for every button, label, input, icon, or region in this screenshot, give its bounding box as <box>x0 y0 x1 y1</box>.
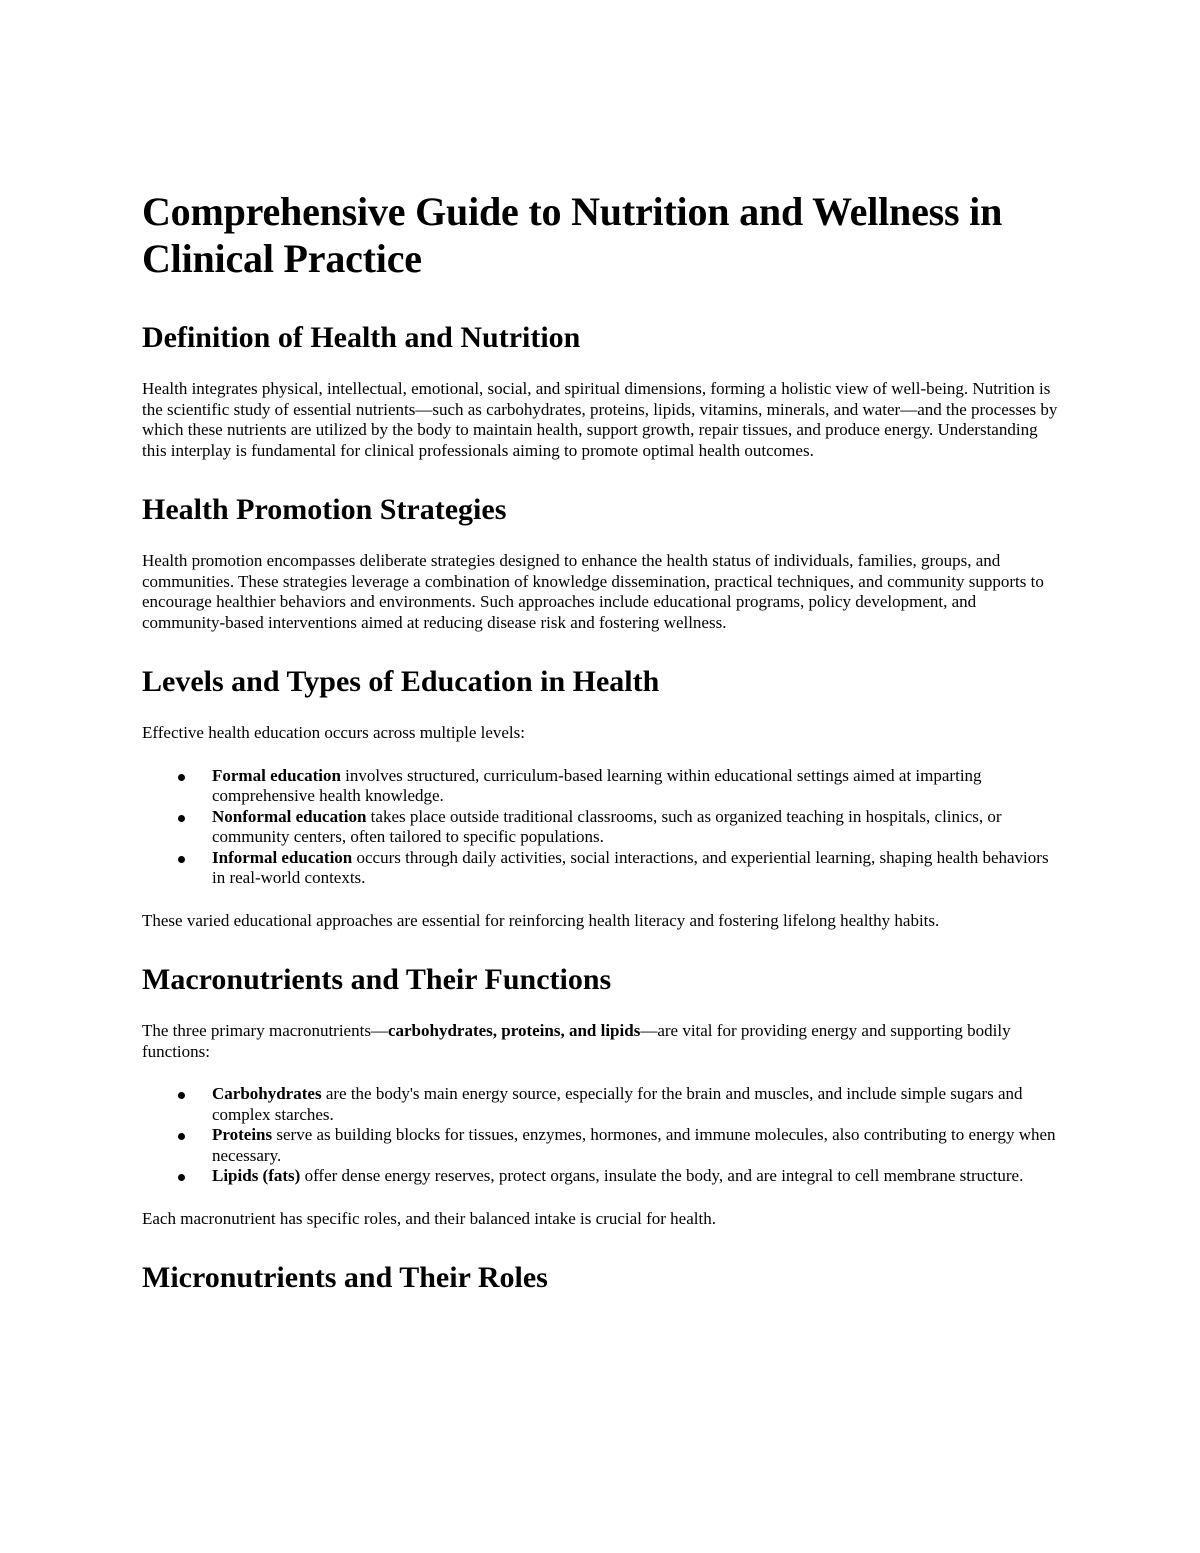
section-closing-education-levels: These varied educational approaches are essential for reinforcing health literacy and fostering lifelong healthy habits. <box>142 910 940 930</box>
list-item-term: Carbohydrates <box>212 1084 322 1103</box>
list-item-term: Proteins <box>212 1125 273 1144</box>
list-item <box>212 848 1062 889</box>
bullet-icon <box>178 1133 185 1140</box>
list-item <box>212 1166 1062 1187</box>
bullet-icon <box>178 856 185 863</box>
section-heading-education-levels: Levels and Types of Education in Health <box>142 665 660 698</box>
intro-text-after: —are vital for providing energy and supporting bodily functions: <box>142 1021 1011 1061</box>
list-item-term: Lipids (fats) <box>212 1166 301 1185</box>
list-item-text: occurs through daily activities, social interactions, and experiential learning, shaping health behaviors in real-world contexts. <box>212 847 1049 887</box>
list-item-text: takes place outside traditional classrooms, such as organized teaching in hospitals, clinics, or community centers, often tailored to specific populations. <box>212 806 1002 846</box>
intro-text-before: The three primary macronutrients— <box>142 1021 388 1040</box>
section-paragraph-definition: Health integrates physical, intellectual, emotional, social, and spiritual dimensions, forming a holistic view of well-being. Nutrition is the scientific study of essential nutrients—such as carbohydrates, proteins, lipids, vitamins, minerals, and water—and the processes by which these nutrients are utilized by the body to maintain health, support growth, repair tissues, and produce energy. Understanding this interplay is fundamental for clinical professionals aiming to promote optimal health outcomes. <box>142 379 1058 460</box>
macronutrients-list <box>142 1084 1062 1187</box>
section-closing-macronutrients: Each macronutrient has specific roles, and their balanced intake is crucial for health. <box>142 1208 716 1228</box>
list-item-term: Informal education <box>212 847 353 867</box>
section-paragraph-health-promotion: Health promotion encompasses deliberate strategies designed to enhance the health status of individuals, families, groups, and communities. These strategies leverage a combination of knowledge dissemination, practical techniques, and community supports to encourage healthier behaviors and environments. Such approaches include educational programs, policy development, and community-based interventions aimed at reducing disease risk and fostering wellness. <box>142 551 1044 632</box>
list-item-text: serve as building blocks for tissues, enzymes, hormones, and immune molecules, also contributing to energy when necessary. <box>212 1125 1056 1165</box>
section-heading-definition: Definition of Health and Nutrition <box>142 321 581 354</box>
section-heading-micronutrients: Micronutrients and Their Roles <box>142 1261 548 1294</box>
section-heading-health-promotion: Health Promotion Strategies <box>142 493 507 526</box>
bullet-icon <box>178 815 185 822</box>
list-item <box>212 807 1062 848</box>
bullet-icon <box>178 1174 185 1181</box>
list-item <box>212 1125 1062 1166</box>
list-item-text: offer dense energy reserves, protect organs, insulate the body, and are integral to cell membrane structure. <box>300 1166 1024 1185</box>
bullet-icon <box>178 774 185 781</box>
bullet-icon <box>178 1092 185 1099</box>
section-intro-education-levels: Effective health education occurs across multiple levels: <box>142 723 525 742</box>
section-heading-macronutrients: Macronutrients and Their Functions <box>142 963 612 996</box>
list-item-term: Formal education <box>212 765 341 785</box>
document-title: Comprehensive Guide to Nutrition and Wellness in Clinical Practice <box>142 189 1003 281</box>
list-item <box>212 1084 1062 1125</box>
section-intro-macronutrients <box>142 1021 1062 1062</box>
list-item-term: Nonformal education <box>212 806 367 826</box>
list-item-text: are the body's main energy source, especially for the brain and muscles, and include simple sugars and complex starches. <box>212 1084 1023 1124</box>
education-levels-list <box>142 766 1062 889</box>
document-page <box>142 188 1062 1319</box>
list-item <box>212 766 1062 807</box>
intro-text-bold: carbohydrates, proteins, and lipids <box>387 1021 641 1040</box>
list-item-text: involves structured, curriculum-based learning within educational settings aimed at imparting comprehensive health knowledge. <box>212 765 982 805</box>
